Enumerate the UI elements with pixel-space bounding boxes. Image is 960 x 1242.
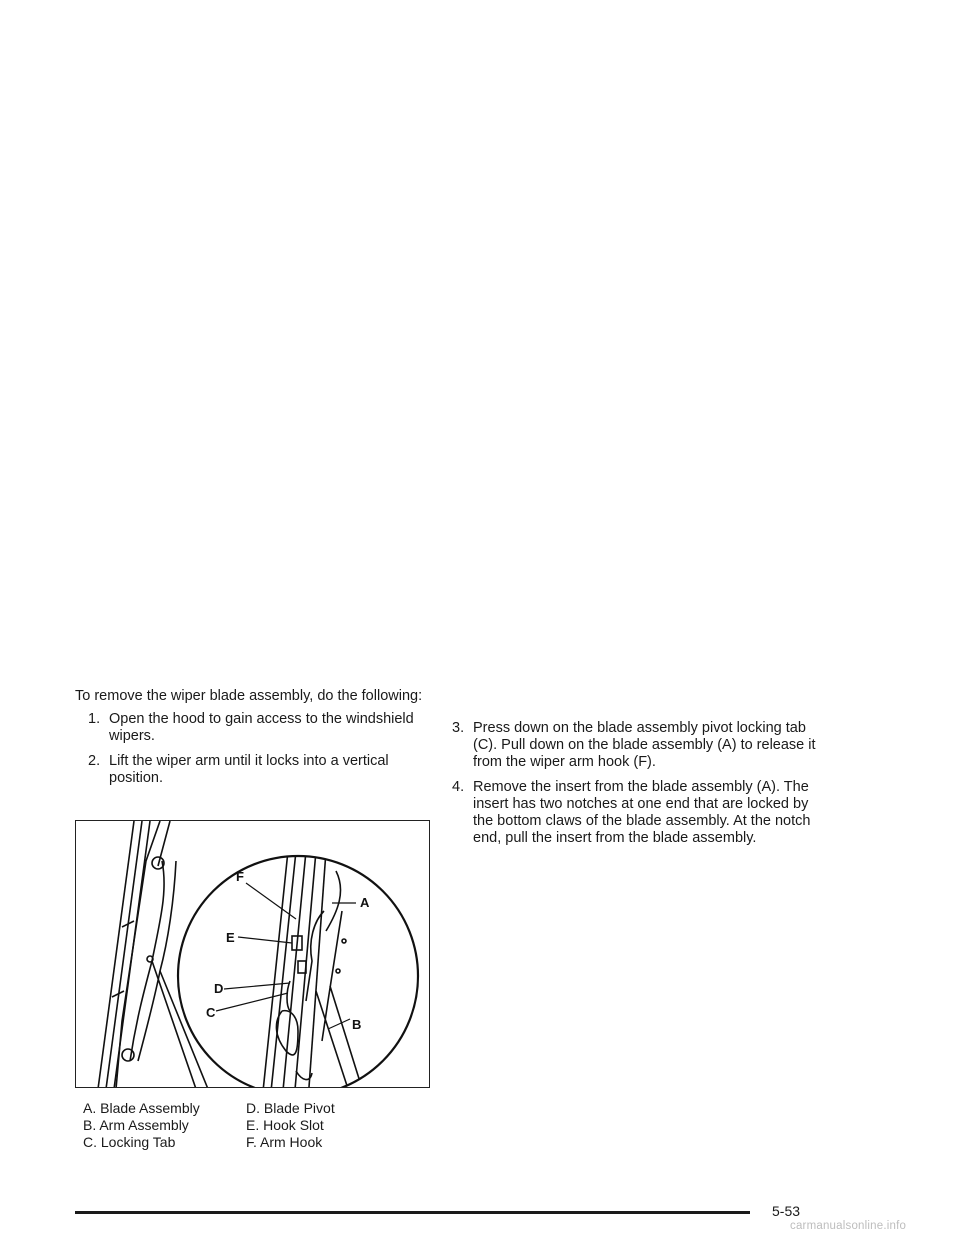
callout-b: B <box>352 1017 362 1032</box>
step-3 <box>452 720 832 771</box>
footer-rule <box>75 1211 750 1214</box>
legend-item: A. Blade Assembly <box>83 1100 200 1116</box>
legend-item: B. Arm Assembly <box>83 1117 189 1133</box>
callout-d: D <box>214 981 224 996</box>
step-2 <box>88 753 435 787</box>
callout-f: F <box>236 869 244 884</box>
wiper-drawing <box>76 821 430 1088</box>
step-number: 4. <box>452 779 465 795</box>
page-number: 5-53 <box>772 1203 801 1219</box>
callout-c: C <box>206 1005 216 1020</box>
step-number: 1. <box>88 711 101 727</box>
step-text: Open the hood to gain access to the windshield wipers. <box>109 711 414 744</box>
callout-a: A <box>360 895 370 910</box>
wiper-illustration <box>75 820 430 1088</box>
step-4 <box>452 779 832 847</box>
legend-item: D. Blade Pivot <box>246 1100 335 1116</box>
left-column <box>75 688 435 795</box>
legend-item: C. Locking Tab <box>83 1134 176 1150</box>
step-number: 3. <box>452 720 465 736</box>
step-text: Lift the wiper arm until it locks into a vertical position. <box>109 753 389 786</box>
legend-item: F. Arm Hook <box>246 1134 323 1150</box>
right-column <box>452 720 832 855</box>
legend-column-1 <box>83 1100 253 1151</box>
legend-item: E. Hook Slot <box>246 1117 324 1133</box>
step-text: Remove the insert from the blade assembly (A). The insert has two notches at one end that are locked by the bottom claws of the blade assembly. At the notch end, pull the insert from the blade assembly. <box>473 779 811 846</box>
step-number: 2. <box>88 753 101 769</box>
legend-column-2 <box>246 1100 416 1151</box>
callout-e: E <box>226 930 235 945</box>
watermark: carmanualsonline.info <box>790 1220 907 1232</box>
step-1 <box>88 711 435 745</box>
step-text: Press down on the blade assembly pivot locking tab (C). Pull down on the blade assembly (A) to release it from the wiper arm hook (F). <box>473 720 816 770</box>
intro-text: To remove the wiper blade assembly, do the following: <box>75 688 423 704</box>
